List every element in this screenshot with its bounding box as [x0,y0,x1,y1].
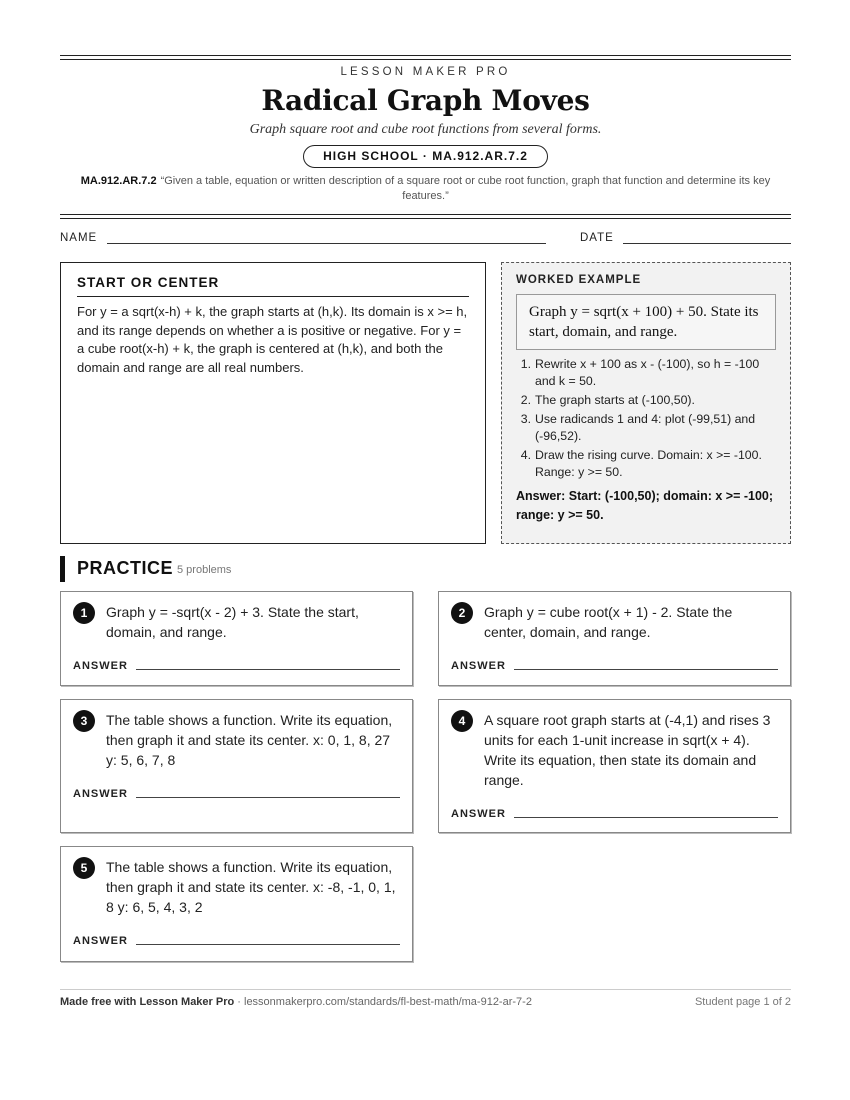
section-rule-inner [60,218,791,219]
level-badge: HIGH SCHOOL · MA.912.AR.7.2 [303,145,548,168]
name-field[interactable] [107,243,546,244]
top-rule [60,55,791,56]
answer-row [451,808,778,820]
step-item: 1. Rewrite x + 100 as x - (-100), so h = -100 and k = 50. [520,357,760,388]
footer-url[interactable]: · lessonmakerpro.com/standards/fl-best-math/ma-912-ar-7-2 [234,996,532,1008]
step-item: 2. The graph starts at (-100,50). [520,393,695,407]
date-label: DATE [580,232,614,244]
answer-label: ANSWER [73,788,128,800]
answer-line[interactable] [514,669,778,670]
problem-number-badge: 2 [451,602,473,624]
footer-page-number: Student page 1 of 2 [694,996,791,1008]
problem-text: Graph y = -sqrt(x - 2) + 3. State the start, domain, and range. [106,604,359,640]
top-rule-inner [60,59,791,60]
problem-number-badge: 4 [451,710,473,732]
brand-name: LESSON MAKER PRO [340,66,511,78]
footer-rule [60,989,791,990]
problem-text: The table shows a function. Write its equation, then graph it and state its center. x: -8, -1, 0, 1, 8 y: 6, 5, 4, 3, 2 [106,859,396,915]
answer-line[interactable] [136,944,400,945]
problem-number-badge: 5 [73,857,95,879]
problem-text: The table shows a function. Write its equation, then graph it and state its center. x: 0, 1, 8, 27 y: 5, 6, 7, 8 [106,712,393,768]
standard-description [60,174,791,204]
page-subtitle: Graph square root and cube root functions from several forms. [249,122,602,137]
step-item: 3. Use radicands 1 and 4: plot (-99,51) and (-96,52). [520,412,756,443]
date-field[interactable] [623,243,791,244]
worked-example-answer: Answer: Start: (-100,50); domain: x >= -100; range: y >= 50. [516,489,774,522]
problem-card-4 [438,699,791,833]
worked-example-heading: WORKED EXAMPLE [516,274,642,286]
worked-example-problem: Graph y = sqrt(x + 100) + 50. State its start, domain, and range. [516,294,776,350]
answer-row [73,660,400,672]
answer-row [451,660,778,672]
practice-count: 5 problems [177,564,232,576]
standard-text: “Given a table, equation or written description of a square root or cube root function, graph that function and determine its key features.” [160,175,771,202]
answer-row [73,788,400,800]
start-card-body: For y = a sqrt(x-h) + k, the graph starts at (h,k). Its domain is x >= h, and its range depends on whether a is positive or negative. For y = a cube root(x-h) + k, the graph is centered at (h,k), and both the domain and range are all real numbers. [77,304,468,375]
problem-number-badge: 1 [73,602,95,624]
answer-line[interactable] [136,669,400,670]
name-label: NAME [60,232,98,244]
problem-number-badge: 3 [73,710,95,732]
worked-example-card [501,262,791,544]
practice-title: PRACTICE [77,558,174,578]
answer-line[interactable] [136,797,400,798]
step-item: 4. Draw the rising curve. Domain: x >= -100. Range: y >= 50. [520,448,762,479]
start-or-center-card [60,262,486,544]
answer-line[interactable] [514,817,778,818]
practice-accent-bar [60,556,65,582]
worked-example-steps [516,356,776,481]
answer-label: ANSWER [73,935,128,947]
answer-label: ANSWER [73,660,128,672]
section-rule [60,214,791,215]
footer-credit [60,996,532,1008]
page-title: Radical Graph Moves [261,84,590,117]
problem-text: A square root graph starts at (-4,1) and rises 3 units for each 1-unit increase in sqrt(x + 4). Write its equation, then state its domain and range. [484,712,771,788]
standard-code: MA.912.AR.7.2 [80,175,157,187]
answer-row [73,935,400,947]
problem-card-2 [438,591,791,686]
answer-label: ANSWER [451,808,506,820]
start-card-heading: START OR CENTER [77,275,469,297]
problem-card-3 [60,699,413,833]
problem-card-1 [60,591,413,686]
answer-label: ANSWER [451,660,506,672]
problem-card-5 [60,846,413,962]
footer-made-with: Made free with Lesson Maker Pro [60,996,235,1008]
problem-text: Graph y = cube root(x + 1) - 2. State the center, domain, and range. [484,604,733,640]
